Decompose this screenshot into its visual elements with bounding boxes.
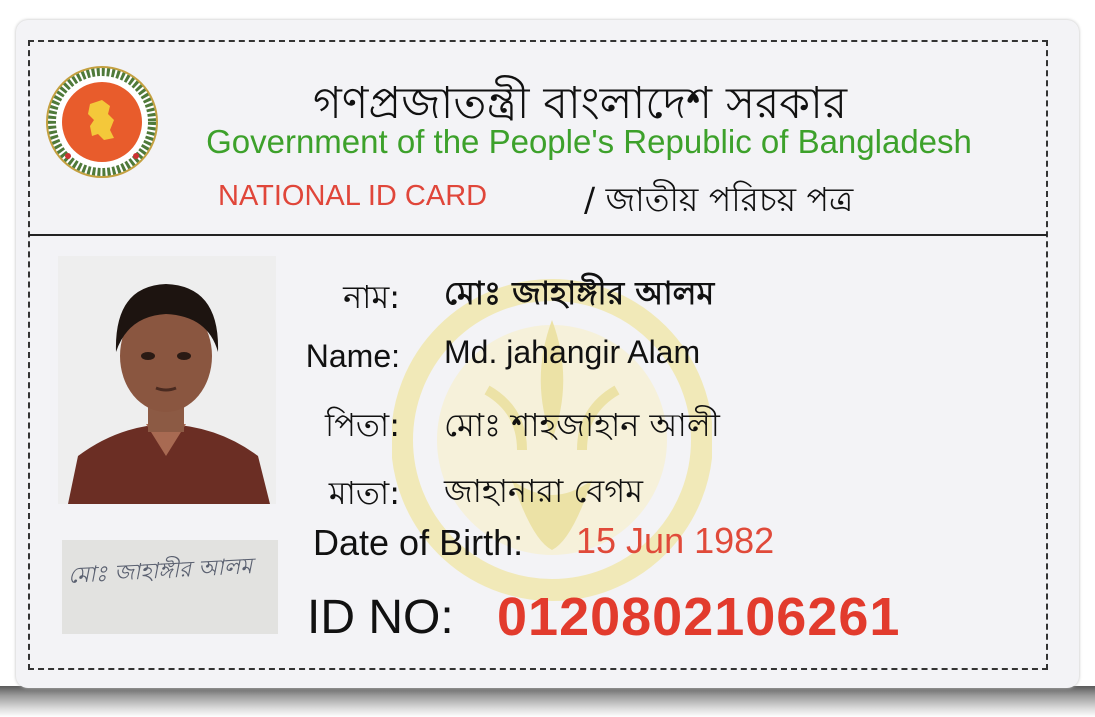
signature: মোঃ জাহাঙ্গীর আলম bbox=[67, 554, 253, 589]
government-seal-icon bbox=[44, 64, 160, 180]
card-shadow bbox=[0, 686, 1095, 717]
father-name-label: পিতা: bbox=[325, 406, 400, 444]
id-number-value: 0120802106261 bbox=[497, 587, 901, 647]
date-of-birth-value: 15 Jun 1982 bbox=[576, 520, 775, 561]
father-name-value: মোঃ শাহজাহান আলী bbox=[444, 406, 720, 444]
name-english-value: Md. jahangir Alam bbox=[444, 334, 701, 370]
date-of-birth-label: Date of Birth: bbox=[313, 522, 524, 563]
signature-box bbox=[62, 540, 278, 634]
card-title-bengali: / জাতীয় পরিচয় পত্র bbox=[584, 180, 854, 219]
id-number-label: ID NO: bbox=[307, 591, 454, 644]
name-english-label: Name: bbox=[305, 338, 400, 374]
government-title-english: Government of the People's Republic of Bangladesh bbox=[206, 123, 972, 160]
mother-name-label: মাতা: bbox=[328, 474, 400, 512]
name-bengali-label: নাম: bbox=[343, 278, 400, 316]
name-bengali-value: মোঃ জাহাঙ্গীর আলম bbox=[444, 274, 715, 312]
mother-name-value: জাহানারা বেগম bbox=[444, 472, 643, 510]
card-title-english: NATIONAL ID CARD bbox=[218, 180, 488, 212]
header-divider bbox=[29, 234, 1047, 236]
government-title-bengali: গণপ্রজাতন্ত্রী বাংলাদেশ সরকার bbox=[312, 78, 848, 129]
